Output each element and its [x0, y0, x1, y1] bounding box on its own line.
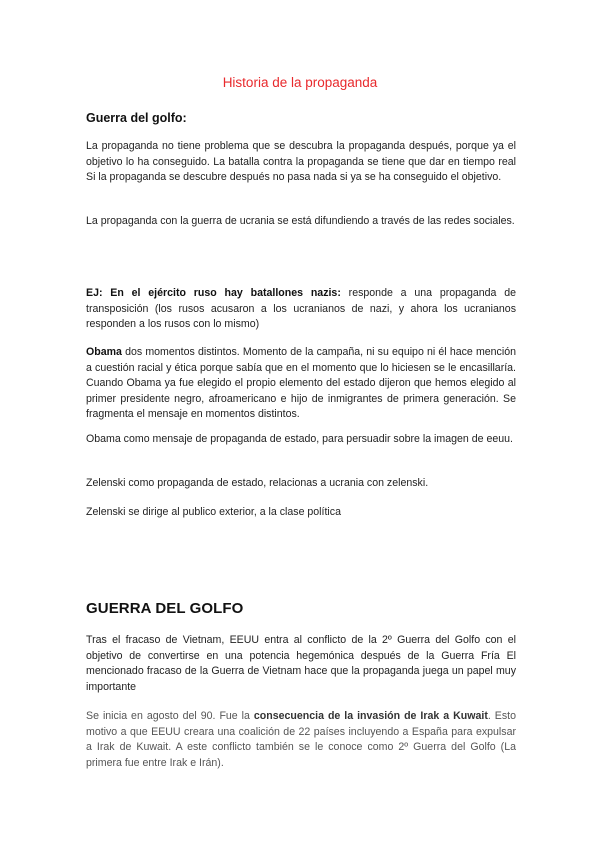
invasion-highlight: consecuencia de la invasión de Irak a Kuwait — [253, 710, 488, 722]
invasion-text-start: Se inicia en agosto del 90. Fue la — [86, 710, 254, 722]
paragraph-ucrania-redes: La propaganda con la guerra de ucrania se está difundiendo a través de las redes sociales. — [86, 215, 515, 227]
section-heading-guerra-del-golfo: Guerra del golfo: — [86, 111, 187, 125]
obama-label: Obama — [86, 346, 122, 358]
section-heading-guerra-del-golfo-caps: GUERRA DEL GOLFO — [86, 600, 244, 617]
paragraph-fracaso-vietnam: Tras el fracaso de Vietnam, EEUU entra al conflicto de la 2º Guerra del Golfo con el objetivo de convertirse en una potencia hegemónica después de la Guerra Fría El mencionado fracaso de la Guerra de Vietnam hace que la propaganda juega un papel muy importante — [86, 634, 516, 693]
page-title: Historia de la propaganda — [222, 75, 378, 90]
obama-text: dos momentos distintos. Momento de la campaña, ni su equipo ni él hace mención a cuestión racial y ética porque sabía que en el momento que lo hiciesen se le encasillaría. Cuando Obama ya fue elegido el propio elemento del estado dijeron que hemos elegido al primer presidente negro, afroamericano e hijo de inmigrantes de primera generación. Se fragmenta el mensaje en momentos distintos. — [86, 346, 516, 420]
paragraph-obama-estado: Obama como mensaje de propaganda de estado, para persuadir sobre la imagen de eeuu. — [86, 433, 513, 445]
paragraph-ejemplo-ejercito-ruso — [86, 286, 516, 333]
paragraph-invasion-kuwait — [86, 709, 516, 771]
invasion-text-rest: . Esto motivo a que EEUU creara una coalición de 22 países incluyendo a España para expulsar a Irak de Kuwait. A este conflicto también se le conoce como 2º Guerra del Golfo (La primera fue entre Irak e Irán). — [86, 710, 516, 769]
example-text: responde a una propaganda de transposición (los rusos acusaron a los ucranianos de nazi, y ahora los ucranianos responden a los rusos con lo mismo) — [86, 287, 516, 330]
paragraph-obama — [86, 345, 516, 423]
paragraph-propaganda-descubierta: La propaganda no tiene problema que se descubra la propaganda después, porque ya el objetivo lo ha conseguido. La batalla contra la propaganda se tiene que dar en tiempo real Si la propaganda se descubre después no pasa nada si ya se ha conseguido el objetivo. — [86, 140, 516, 183]
paragraph-zelenski-estado: Zelenski como propaganda de estado, relacionas a ucrania con zelenski. — [86, 477, 429, 489]
example-label: EJ: En el ejército ruso hay batallones nazis: — [86, 287, 341, 299]
paragraph-zelenski-publico: Zelenski se dirige al publico exterior, a la clase política — [86, 506, 341, 518]
